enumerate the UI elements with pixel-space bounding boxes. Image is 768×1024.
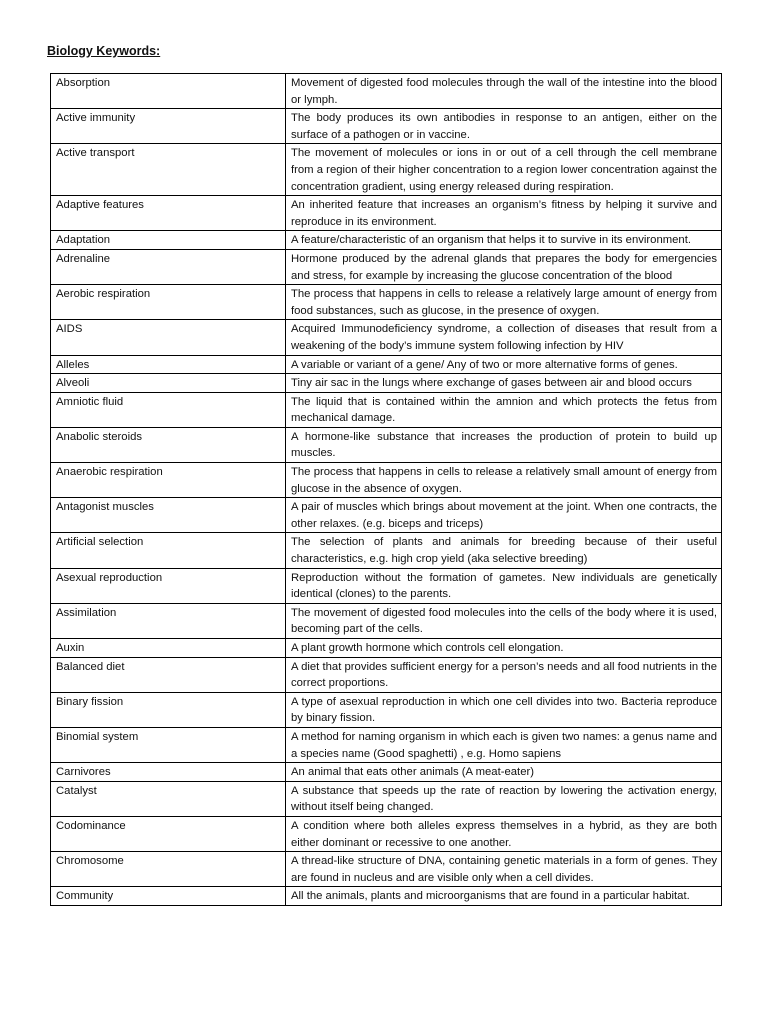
keyword-definition: A type of asexual reproduction in which one cell divides into two. Bacteria reproduce by binary fission. xyxy=(286,692,722,727)
keyword-definition: The movement of digested food molecules into the cells of the body where it is used, becoming part of the cells. xyxy=(286,603,722,638)
table-row xyxy=(51,533,722,568)
keyword-term: Adaptation xyxy=(51,231,286,250)
keyword-term: Community xyxy=(51,887,286,906)
keyword-term: Active transport xyxy=(51,144,286,196)
keyword-term: Catalyst xyxy=(51,781,286,816)
table-row xyxy=(51,355,722,374)
table-row xyxy=(51,249,722,284)
keyword-term: Auxin xyxy=(51,639,286,658)
table-row xyxy=(51,374,722,393)
keyword-definition: A plant growth hormone which controls cell elongation. xyxy=(286,639,722,658)
keyword-definition: A feature/characteristic of an organism that helps it to survive in its environment. xyxy=(286,231,722,250)
keywords-table-body xyxy=(51,74,722,906)
keyword-term: Anabolic steroids xyxy=(51,427,286,462)
keyword-term: Anaerobic respiration xyxy=(51,463,286,498)
table-row xyxy=(51,852,722,887)
keyword-term: Carnivores xyxy=(51,763,286,782)
keyword-definition: All the animals, plants and microorganisms that are found in a particular habitat. xyxy=(286,887,722,906)
keyword-definition: An inherited feature that increases an organism’s fitness by helping it survive and reproduce in its environment. xyxy=(286,196,722,231)
keyword-term: Adaptive features xyxy=(51,196,286,231)
keyword-definition: Movement of digested food molecules through the wall of the intestine into the blood or lymph. xyxy=(286,74,722,109)
keyword-definition: A diet that provides sufficient energy for a person’s needs and all food nutrients in the correct proportions. xyxy=(286,657,722,692)
table-row xyxy=(51,887,722,906)
table-row xyxy=(51,427,722,462)
table-row xyxy=(51,603,722,638)
keyword-definition: The process that happens in cells to release a relatively large amount of energy from food substances, such as glucose, in the presence of oxygen. xyxy=(286,285,722,320)
keyword-definition: A method for naming organism in which each is given two names: a genus name and a species name (Good spaghetti) , e.g. Homo sapiens xyxy=(286,727,722,762)
keywords-table xyxy=(50,73,722,906)
table-row xyxy=(51,231,722,250)
keyword-definition: Acquired Immunodeficiency syndrome, a collection of diseases that result from a weakening of the body’s immune system following infection by HIV xyxy=(286,320,722,355)
keyword-term: Assimilation xyxy=(51,603,286,638)
keyword-term: Artificial selection xyxy=(51,533,286,568)
table-row xyxy=(51,692,722,727)
keyword-term: Binomial system xyxy=(51,727,286,762)
keyword-definition: The movement of molecules or ions in or out of a cell through the cell membrane from a region of their higher concentration to a region lower concentration against the concentration gradient, using energy released during respiration. xyxy=(286,144,722,196)
keyword-definition: The liquid that is contained within the amnion and which protects the fetus from mechanical damage. xyxy=(286,392,722,427)
table-row xyxy=(51,498,722,533)
table-row xyxy=(51,74,722,109)
table-row xyxy=(51,463,722,498)
table-row xyxy=(51,144,722,196)
keyword-definition: Reproduction without the formation of gametes. New individuals are genetically identical (clones) to the parents. xyxy=(286,568,722,603)
table-row xyxy=(51,639,722,658)
keyword-term: Chromosome xyxy=(51,852,286,887)
keyword-definition: A substance that speeds up the rate of reaction by lowering the activation energy, without itself being changed. xyxy=(286,781,722,816)
keyword-definition: The selection of plants and animals for breeding because of their useful characteristics, e.g. high crop yield (aka selective breeding) xyxy=(286,533,722,568)
keyword-term: Adrenaline xyxy=(51,249,286,284)
table-row xyxy=(51,196,722,231)
keyword-term: Binary fission xyxy=(51,692,286,727)
keyword-definition: A variable or variant of a gene/ Any of two or more alternative forms of genes. xyxy=(286,355,722,374)
keyword-term: Alveoli xyxy=(51,374,286,393)
keyword-term: Absorption xyxy=(51,74,286,109)
keyword-definition: A thread-like structure of DNA, containing genetic materials in a form of genes. They are found in nucleus and are visible only when a cell divides. xyxy=(286,852,722,887)
table-row xyxy=(51,568,722,603)
table-row xyxy=(51,285,722,320)
page-title: Biology Keywords: xyxy=(47,44,161,58)
keyword-term: AIDS xyxy=(51,320,286,355)
keyword-term: Antagonist muscles xyxy=(51,498,286,533)
keyword-definition: The process that happens in cells to release a relatively small amount of energy from glucose in the absence of oxygen. xyxy=(286,463,722,498)
table-row xyxy=(51,763,722,782)
keyword-term: Codominance xyxy=(51,816,286,851)
table-row xyxy=(51,392,722,427)
keyword-term: Aerobic respiration xyxy=(51,285,286,320)
table-row xyxy=(51,727,722,762)
keyword-definition: Hormone produced by the adrenal glands that prepares the body for emergencies and stress, for example by increasing the glucose concentration of the blood xyxy=(286,249,722,284)
keyword-term: Balanced diet xyxy=(51,657,286,692)
table-row xyxy=(51,781,722,816)
keyword-term: Active immunity xyxy=(51,109,286,144)
table-row xyxy=(51,657,722,692)
keyword-term: Amniotic fluid xyxy=(51,392,286,427)
keyword-definition: An animal that eats other animals (A meat-eater) xyxy=(286,763,722,782)
keyword-definition: The body produces its own antibodies in response to an antigen, either on the surface of a pathogen or in vaccine. xyxy=(286,109,722,144)
keyword-term: Alleles xyxy=(51,355,286,374)
keyword-definition: A pair of muscles which brings about movement at the joint. When one contracts, the other relaxes. (e.g. biceps and triceps) xyxy=(286,498,722,533)
table-row xyxy=(51,816,722,851)
keyword-definition: A condition where both alleles express themselves in a hybrid, as they are both either dominant or recessive to one another. xyxy=(286,816,722,851)
keyword-definition: A hormone-like substance that increases the production of protein to build up muscles. xyxy=(286,427,722,462)
table-row xyxy=(51,109,722,144)
keyword-definition: Tiny air sac in the lungs where exchange of gases between air and blood occurs xyxy=(286,374,722,393)
table-row xyxy=(51,320,722,355)
keyword-term: Asexual reproduction xyxy=(51,568,286,603)
